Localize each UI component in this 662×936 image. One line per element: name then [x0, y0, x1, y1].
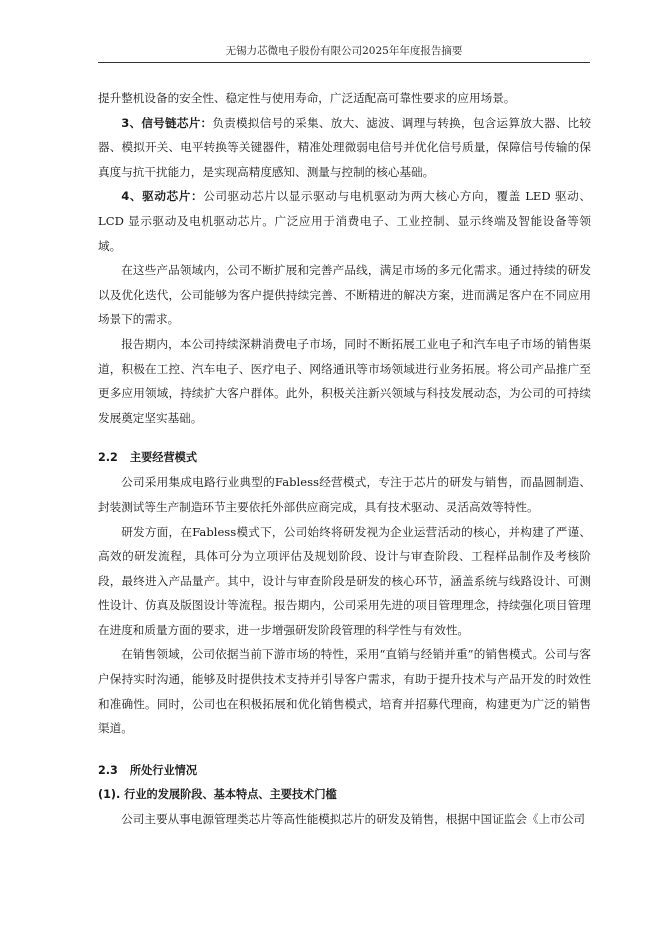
item-label: 3、信号链芯片：	[121, 115, 213, 130]
subsection-heading: (1). 行业的发展阶段、基本特点、主要技术门槛	[98, 787, 337, 801]
section-number: 2.2	[98, 451, 118, 465]
paragraph: 公司采用集成电路行业典型的Fabless经营模式，专注于芯片的研发与销售，而晶圆制造、封装测试等生产制造环节主要依托外部供应商完成，具有技术驱动、灵活高效等特性。	[98, 475, 591, 514]
list-item-signal-chain	[98, 111, 591, 185]
item-label: 4、驱动芯片：	[121, 189, 204, 204]
section-number: 2.3	[98, 763, 118, 777]
paragraph: 公司主要从事电源管理类芯片等高性能模拟芯片的研发及销售，根据中国证监会《上市公司	[121, 811, 585, 826]
section-title: 主要经营模式	[129, 451, 198, 465]
list-item-driver	[98, 184, 591, 258]
paragraph: 提升整机设备的安全性、稳定性与使用寿命，广泛适配高可靠性要求的应用场景。	[98, 91, 516, 105]
section-heading	[98, 759, 591, 783]
section-title: 所处行业情况	[129, 763, 198, 777]
item-text: 公司驱动芯片以显示驱动与电机驱动为两大核心方向，覆盖 LED 驱动、LCD 显示驱动及电机驱动芯片。广泛应用于消费电子、工业控制、显示终端及智能设备等领域。	[98, 189, 591, 253]
paragraph: 报告期内，本公司持续深耕消费电子市场，同时不断拓展工业电子和汽车电子市场的销售渠道，积极在工控、汽车电子、医疗电子、网络通讯等市场领域进行业务拓展。将公司产品推广至更多应用领域，持续扩大客户群体。此外，积极关注新兴领域与科技发展动态，为公司的可持续发展奠定坚实基础。	[98, 336, 591, 425]
paragraph: 在销售领域，公司依据当前下游市场的特性，采用“直销与经销并重”的销售模式。公司与客户保持实时沟通，能够及时提供技术支持并引导客户需求，有助于提升技术与产品开发的时效性和准确性。同时，公司也在积极拓展和优化销售模式，培育并招募代理商，构建更为广泛的销售渠道。	[98, 647, 591, 736]
item-text: 负责模拟信号的采集、放大、滤波、调理与转换，包含运算放大器、比较器、模拟开关、电平转换等关键器件，精准处理微弱电信号并优化信号质量，保障信号传输的保真度与抗干扰能力，是实现高精度感知、测量与控制的核心基础。	[98, 115, 591, 179]
paragraph: 研发方面，在Fabless模式下，公司始终将研发视为企业运营活动的核心，并构建了严谨、高效的研发流程，具体可分为立项评估及规划阶段、设计与审查阶段、工程样品制作及考核阶段，最终进入产品量产。其中，设计与审查阶段是研发的核心环节，涵盖系统与线路设计、可测性设计、仿真及版图设计等流程。报告期内，公司采用先进的项目管理理念，持续强化项目管理在进度和质量方面的要求，进一步增强研发阶段管理的科学性与有效性。	[98, 524, 591, 637]
document-body	[98, 86, 591, 831]
header-divider	[98, 62, 590, 63]
section-heading	[98, 446, 591, 470]
paragraph: 在这些产品领域内，公司不断扩展和完善产品线，满足市场的多元化需求。通过持续的研发以及优化迭代，公司能够为客户提供持续完善、不断精进的解决方案，进而满足客户在不同应用场景下的需求。	[98, 263, 591, 327]
page-header: 无锡力芯微电子股份有限公司2025年年度报告摘要	[225, 45, 463, 57]
